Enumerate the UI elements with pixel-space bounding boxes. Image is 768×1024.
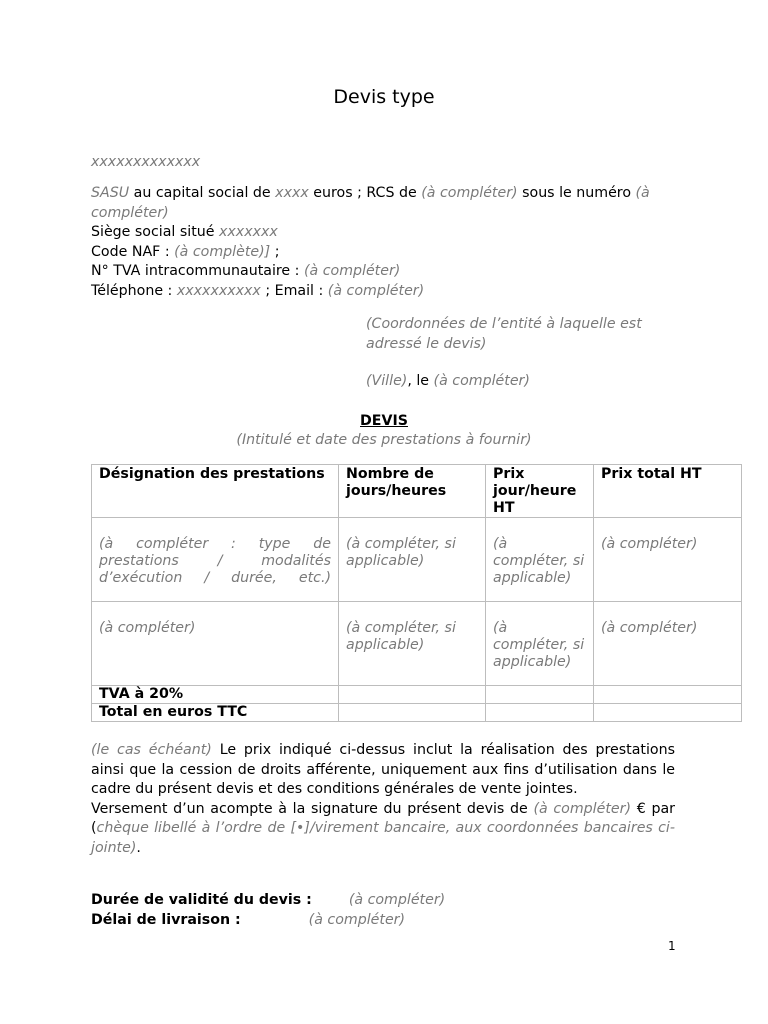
price-text: Le prix indiqué ci-dessus inclut la réalisation des prestations ainsi que la cession de droits afférente, uniquement aux fins d’utilisation dans le cadre du présent devis et des conditions générales de vente jointes. [91,742,675,797]
legal-line [91,184,681,223]
table-cell [339,686,486,704]
table-cell [486,686,594,704]
table-cell: (à compléter, si applicable) [339,518,486,602]
validity-value: (à compléter) [348,892,446,908]
legal-text: euros ; RCS de [308,185,422,201]
devis-heading: DEVIS [360,413,408,429]
table-cell: (à compléter : type de prestations / modalités d’exécution / durée, etc.) [92,518,339,602]
naf-end: ; [270,243,280,260]
delivery-value: (à compléter) [308,912,406,928]
naf-line [91,243,681,263]
contact-line [91,282,681,302]
email-value: (à compléter) [327,282,425,299]
table-cell: (à compléter) [594,518,742,602]
services-table [91,464,742,722]
siege-label: Siège social situé [91,224,220,240]
document-title: Devis type [333,86,435,108]
column-header: Nombre de jours/heures [339,465,486,518]
column-header: Prix jour/heure HT [486,465,594,518]
siege-line [91,223,681,243]
company-name: xxxxxxxxxxxxx [91,154,201,170]
price-paragraph [91,741,675,800]
tva-label: TVA à 20% [92,686,339,704]
table-cell: (à compléter, si applicable) [339,602,486,686]
table-cell: (à compléter) [594,602,742,686]
table-cell: (à compléter, si applicable) [486,518,594,602]
delivery-line [91,911,405,931]
tva-line [91,262,681,282]
delivery-label: Délai de livraison : [91,912,241,928]
table-cell [486,704,594,722]
optional-note: (le cas échéant) [91,742,212,758]
tel-value: xxxxxxxxxx [176,282,261,299]
total-row [92,704,742,722]
email-label: ; Email : [260,282,328,299]
deposit-par: € par ( [91,800,675,836]
rcs-value: (à compléter) [421,185,518,201]
date-connector: , le [407,373,434,389]
legal-form: SASU [91,185,130,201]
devis-subtitle: (Intitulé et date des prestations à fournir) [236,432,532,448]
deposit-text: Versement d’un acompte à la signature du présent devis de [91,800,534,817]
terms-block [91,741,675,858]
siege-value: xxxxxxx [219,224,278,240]
table-cell [339,704,486,722]
tva-value: (à compléter) [303,263,401,279]
page-number: 1 [668,939,676,953]
table-cell [594,686,742,704]
table-header-row [92,465,742,518]
tva-row [92,686,742,704]
place-date [366,372,530,392]
rcs-number: (à compléter) [91,185,650,221]
column-header: Prix total HT [594,465,742,518]
table-cell: (à compléter, si applicable) [486,602,594,686]
table-cell: (à compléter) [92,602,339,686]
deposit-paragraph [91,800,675,859]
column-header: Désignation des prestations [92,465,339,518]
tel-label: Téléphone : [91,282,177,299]
naf-value: (à complète)] [174,243,271,260]
legal-text: sous le numéro [517,185,636,201]
payment-method: chèque libellé à l’ordre de [•]/virement bancaire, aux coordonnées bancaires ci-jointe) [91,820,675,856]
naf-label: Code NAF : [91,243,175,260]
city: (Ville) [366,373,408,389]
validity-line [91,891,445,911]
table-cell [594,704,742,722]
deposit-amount: (à compléter) [533,800,632,817]
capital-value: xxxx [275,185,309,201]
date-value: (à compléter) [433,373,530,389]
table-row [92,602,742,686]
deposit-end: . [136,839,141,856]
total-label: Total en euros TTC [92,704,339,722]
tva-label: N° TVA intracommunautaire : [91,263,304,279]
legal-text: au capital social de [129,185,276,201]
validity-label: Durée de validité du devis : [91,892,312,908]
company-info [91,184,681,301]
table-row [92,518,742,602]
recipient-block: (Coordonnées de l’entité à laquelle est adressé le devis) [366,316,642,352]
